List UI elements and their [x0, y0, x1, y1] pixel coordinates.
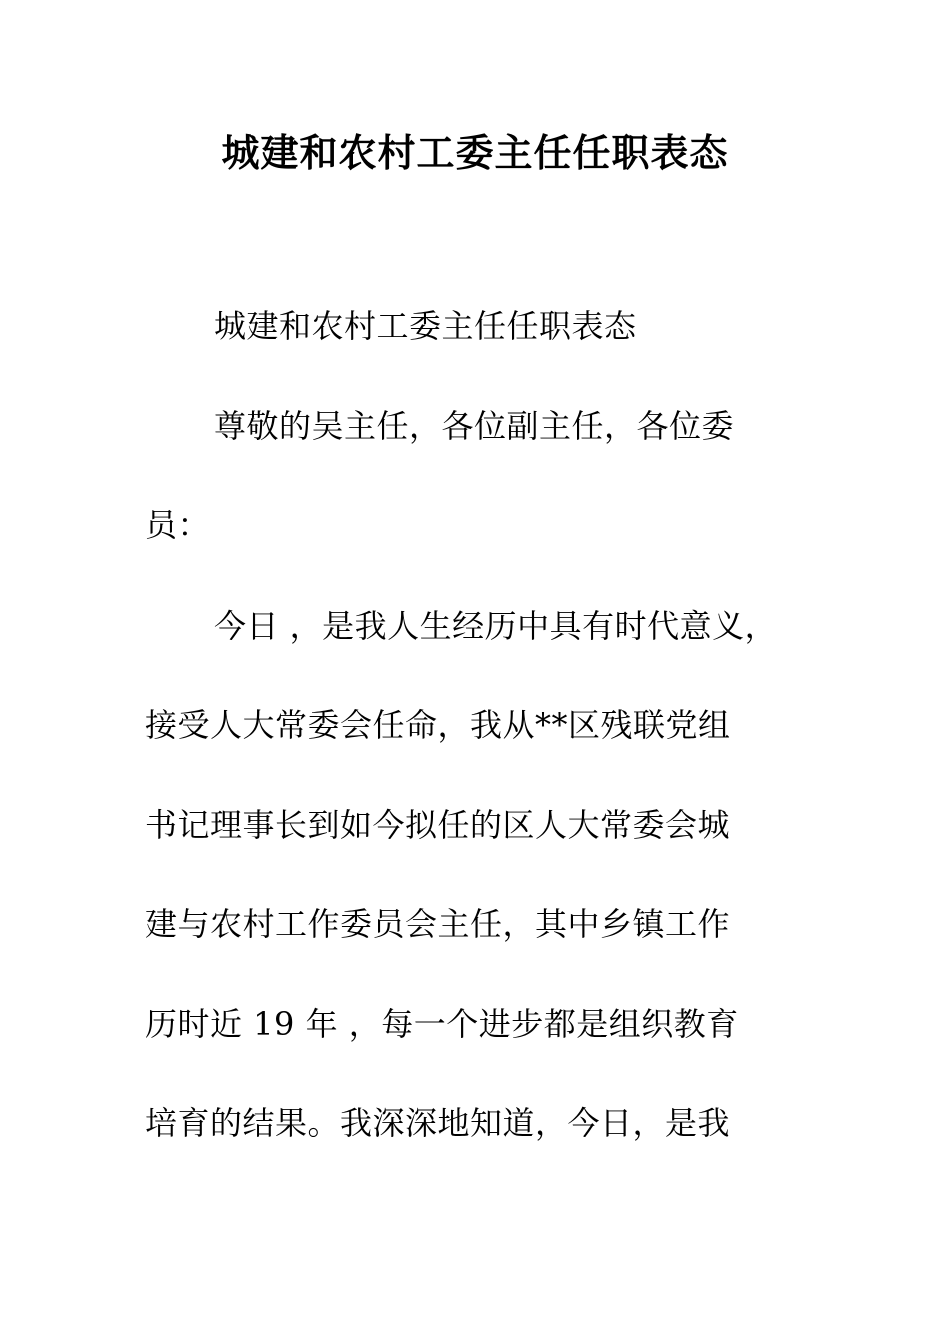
document-title: 城建和农村工委主任任职表态 [221, 130, 729, 175]
paragraph-line-4: 今日 ，是我人生经历中具有时代意义， [214, 607, 778, 645]
paragraph-line-3: 员： [145, 506, 211, 544]
paragraph-line-9: 培育的结果。我深深地知道，今日，是我 [145, 1104, 731, 1142]
paragraph-line-2: 尊敬的吴主任，各位副主任，各位委 [214, 407, 735, 445]
paragraph-line-8: 历时近 19 年 ，每一个进步都是组织教育 [145, 1005, 739, 1043]
paragraph-line-1: 城建和农村工委主任任职表态 [214, 307, 637, 345]
paragraph-line-5: 接受人大常委会任命，我从**区残联党组 [145, 706, 731, 744]
paragraph-line-6: 书记理事长到如今拟任的区人大常委会城 [145, 806, 731, 844]
paragraph-line-7: 建与农村工作委员会主任，其中乡镇工作 [145, 905, 731, 943]
